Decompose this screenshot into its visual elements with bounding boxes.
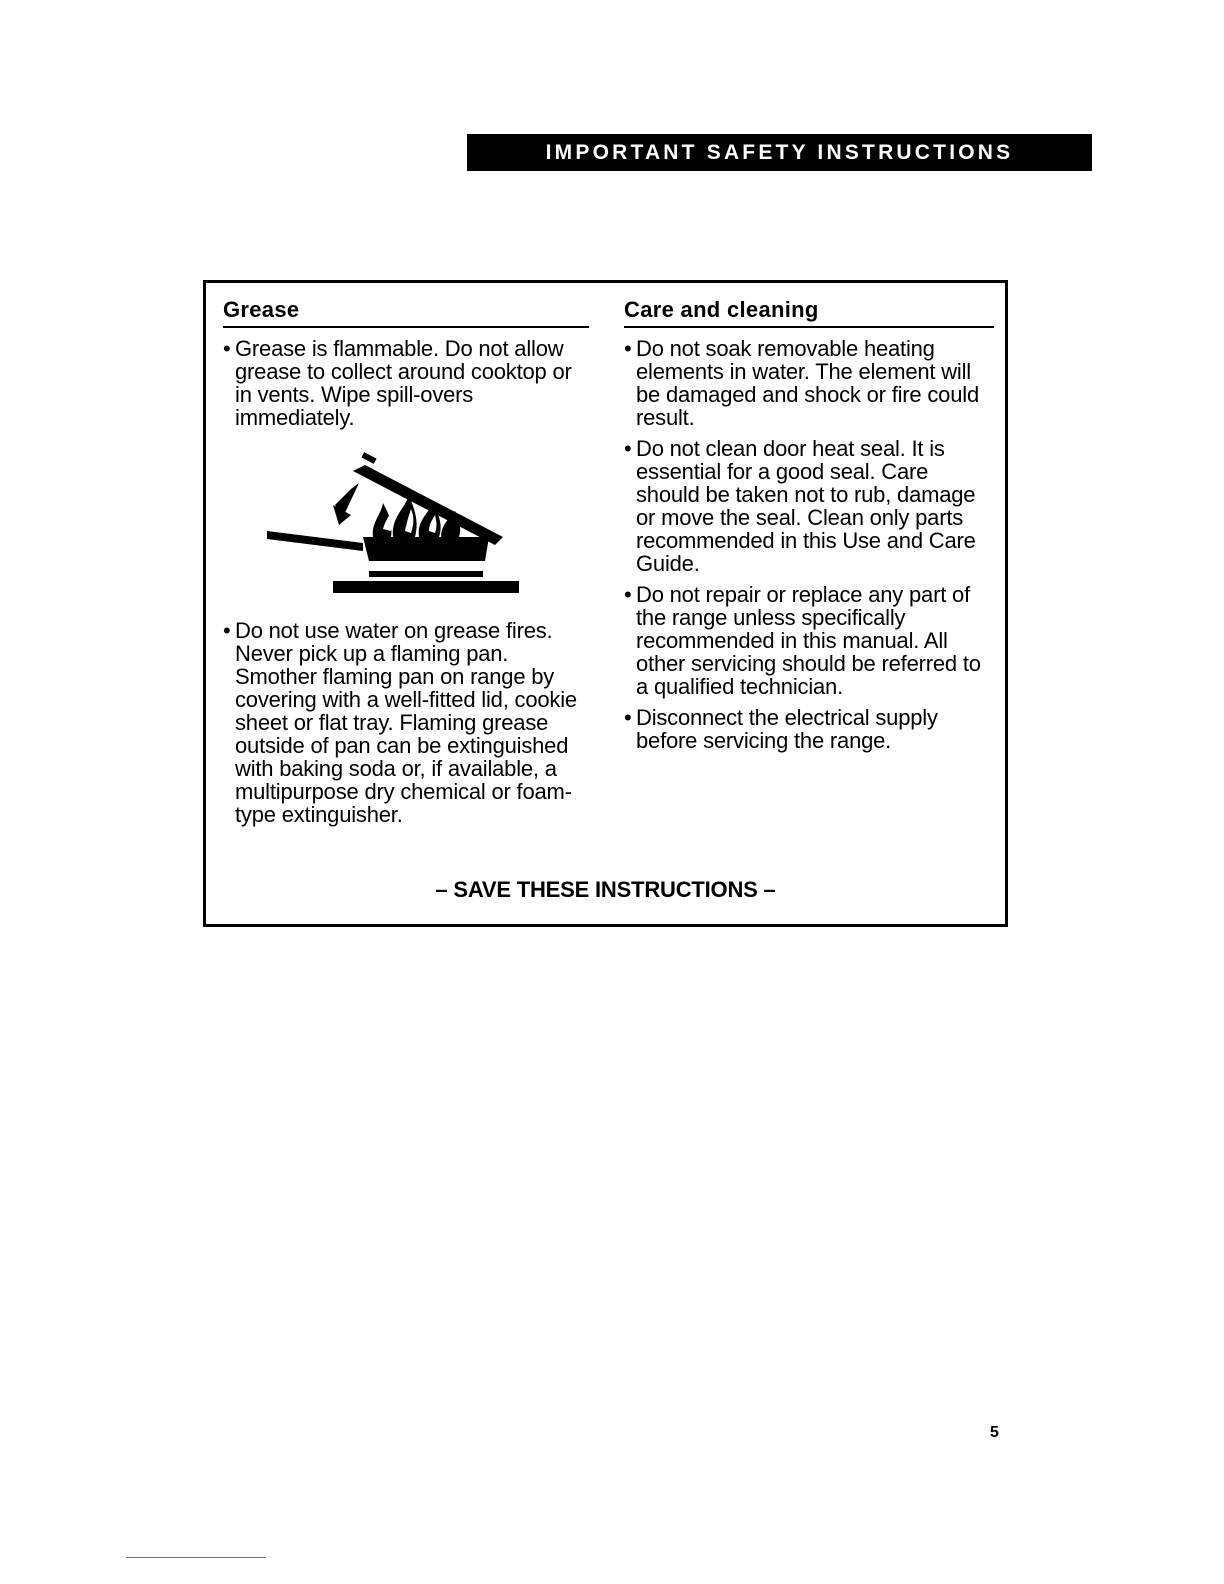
section-header-title: IMPORTANT SAFETY INSTRUCTIONS bbox=[545, 141, 1014, 164]
care-bullet-1: • Do not soak removable heating elements in water. The element will be damaged and shock or fire could result. bbox=[624, 336, 979, 430]
footer-divider bbox=[126, 1557, 266, 1558]
bullet-dot: • bbox=[624, 336, 632, 361]
flaming-pan-lid-icon bbox=[223, 445, 589, 613]
grease-title: Grease bbox=[223, 297, 589, 328]
save-instructions-text: – SAVE THESE INSTRUCTIONS – bbox=[435, 877, 776, 902]
bullet-dot: • bbox=[624, 582, 632, 607]
care-bullet-2: • Do not clean door heat seal. It is essential for a good seal. Care should be taken not to rub, damage or move the seal. Clean only parts recommended in this Use and Care Guide. bbox=[624, 436, 976, 576]
care-bullet-4: • Disconnect the electrical supply before servicing the range. bbox=[624, 705, 938, 753]
safety-instructions-box bbox=[203, 280, 1008, 927]
care-cleaning-column bbox=[624, 297, 994, 760]
care-bullet-3: • Do not repair or replace any part of the range unless specifically recommended in this manual. All other servicing should be referred to a qualified technician. bbox=[624, 582, 981, 699]
bullet-dot: • bbox=[624, 705, 632, 730]
bullet-dot: • bbox=[223, 618, 231, 643]
page-number: 5 bbox=[990, 1424, 999, 1441]
bullet-dot: • bbox=[624, 436, 632, 461]
grease-bullet-2: • Do not use water on grease fires. Never pick up a flaming pan. Smother flaming pan on range by covering with a well-fitted lid, cookie sheet or flat tray. Flaming grease outside of pan can be extinguished with baking soda or, if available, a multipurpose dry chemical or foam-type extinguisher. bbox=[223, 618, 577, 827]
care-cleaning-title: Care and cleaning bbox=[624, 297, 994, 328]
section-header-bar bbox=[467, 134, 1092, 171]
grease-column bbox=[223, 297, 589, 834]
grease-bullet-1: • Grease is flammable. Do not allow grease to collect around cooktop or in vents. Wipe spill-overs immediately. bbox=[223, 336, 572, 430]
bullet-dot: • bbox=[223, 336, 231, 361]
